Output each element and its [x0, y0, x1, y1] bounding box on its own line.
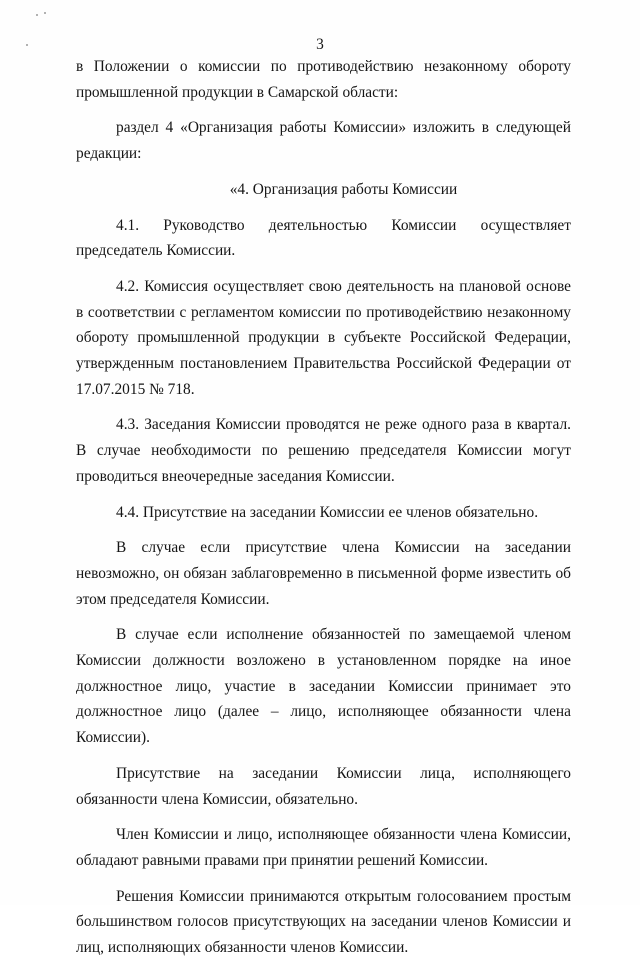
paragraph-equal-rights: Член Комиссии и лицо, исполняющее обязанности члена Комиссии, обладают равными правами при принятии решений Комиссии.	[76, 826, 571, 869]
page-number: 3	[316, 36, 324, 53]
paragraph-substitute: В случае если исполнение обязанностей по замещаемой членом Комиссии должности возложено в установленном порядке на иное должностное лицо, участие в заседании Комиссии принимает это должностное лицо (далее – лицо, исполняющее обязанности члена Комиссии).	[76, 626, 571, 747]
clause-4-1: 4.1. Руководство деятельностью Комиссии осуществляет председатель Комиссии.	[76, 216, 571, 260]
paragraph-absence: В случае если присутствие члена Комиссии на заседании невозможно, он обязан заблаговременно в письменной форме известить об этом председателя Комиссии.	[76, 539, 571, 608]
scan-speck	[36, 14, 38, 16]
paragraph-intro: в Положении о комиссии по противодействию незаконному обороту промышленной продукции в Самарской области:	[76, 58, 571, 101]
document-body	[76, 54, 571, 971]
scan-speck	[44, 12, 46, 14]
section-heading: «4. Организация работы Комиссии	[229, 180, 458, 198]
clause-4-2: 4.2. Комиссия осуществляет свою деятельность на плановой основе в соответствии с регламентом комиссии по противодействию незаконному обороту промышленной продукции в субъекте Российской Федерации, утвержденным постановлением Правительства Российской Федерации от 17.07.2015 № 718.	[76, 277, 571, 398]
paragraph-substitute-presence: Присутствие на заседании Комиссии лица, исполняющего обязанности члена Комиссии, обязательно.	[76, 764, 571, 808]
clause-4-4: 4.4. Присутствие на заседании Комиссии ее членов обязательно.	[116, 503, 539, 521]
paragraph-decisions: Решения Комиссии принимаются открытым голосованием простым большинством голосов присутствующих на заседании членов Комиссии и лиц, исполняющих обязанности членов Комиссии.	[76, 887, 571, 957]
clause-4-3: 4.3. Заседания Комиссии проводятся не реже одного раза в квартал. В случае необходимости по решению председателя Комиссии могут проводиться внеочередные заседания Комиссии.	[76, 416, 571, 485]
paragraph-amendment: раздел 4 «Организация работы Комиссии» изложить в следующей редакции:	[76, 119, 571, 163]
